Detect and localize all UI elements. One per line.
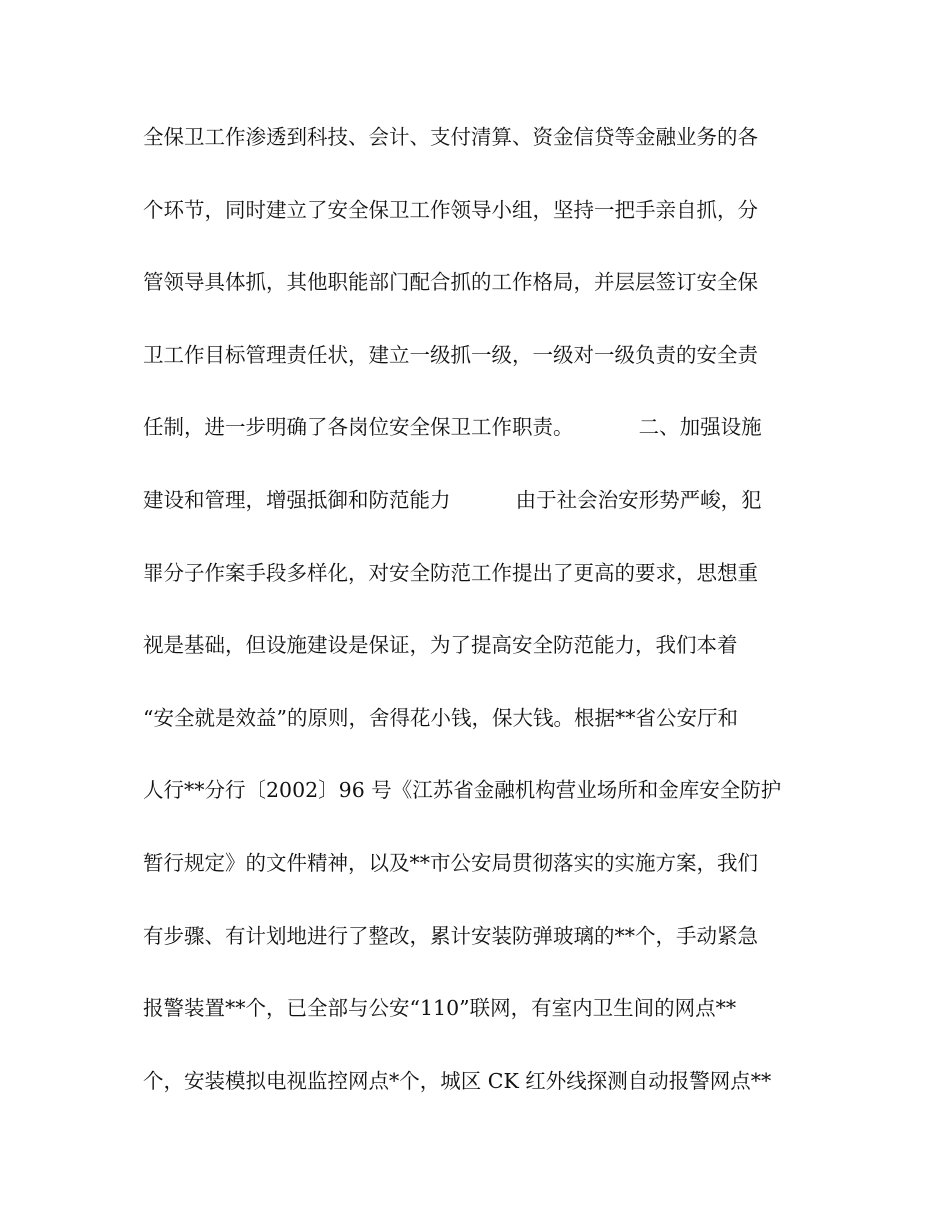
- text-line-9: “安全就是效益”的原则，舍得花小钱，保大钱。根据**省公安厅和: [143, 705, 738, 730]
- text-line-1: 全保卫工作渗透到科技、会计、支付清算、资金信贷等金融业务的各: [143, 125, 758, 149]
- text-line-5: 任制，进一步明确了各岗位安全保卫工作职责。 二、加强设施: [143, 415, 762, 440]
- text-line-8: 视是基础，但设施建设是保证，为了提高安全防范能力，我们本着: [143, 633, 738, 658]
- text-line-11: 暂行规定》的文件精神，以及**市公安局贯彻落实的实施方案，我们: [143, 850, 758, 875]
- text-line-6: 建设和管理，增强抵御和防范能力 由于社会治安形势严峻，犯: [143, 487, 762, 512]
- text-line-10: 人行**分行〔2002〕96 号《江苏省金融机构营业场所和金库安全防护: [143, 778, 782, 803]
- text-line-2: 个环节，同时建立了安全保卫工作领导小组，坚持一把手亲自抓，分: [143, 197, 758, 222]
- body-text: [143, 117, 808, 1133]
- text-line-14: 个，安装模拟电视监控网点*个，城区 CK 红外线探测自动报警网点**: [143, 1068, 772, 1093]
- text-line-12: 有步骤、有计划地进行了整改，累计安装防弹玻璃的**个，手动紧急: [143, 923, 758, 948]
- text-line-3: 管领导具体抓，其他职能部门配合抓的工作格局，并层层签订安全保: [143, 270, 758, 295]
- text-line-13: 报警装置**个，已全部与公安“110”联网，有室内卫生间的网点**: [143, 996, 737, 1021]
- text-line-7: 罪分子作案手段多样化，对安全防范工作提出了更高的要求，思想重: [143, 560, 758, 585]
- text-line-4: 卫工作目标管理责任状，建立一级抓一级，一级对一级负责的安全责: [143, 342, 758, 367]
